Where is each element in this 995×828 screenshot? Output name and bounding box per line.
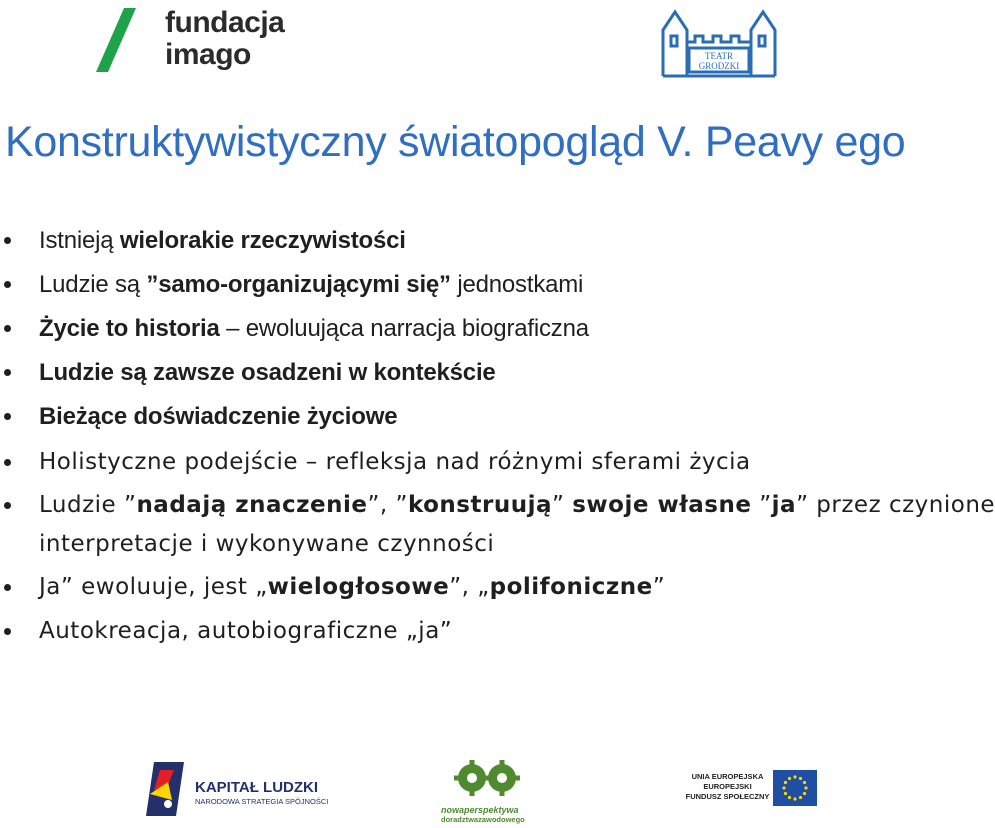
bullet-part: ”, „: [449, 574, 490, 600]
bullet-part: Autokreacja, autobiograficzne „ja”: [39, 618, 453, 644]
bullet-part: ”: [552, 492, 573, 518]
bullet-text: [39, 448, 751, 477]
nowa-perspektywa-text: nowaperspektywa: [441, 805, 519, 815]
bullet-dot: [4, 413, 11, 420]
eu-text: [680, 772, 775, 802]
eu-star: [803, 781, 806, 784]
bullet-part: Istnieją: [39, 227, 120, 254]
bullet-dot: [4, 459, 11, 466]
bullet-bold-part: wielogłosowe: [267, 574, 450, 600]
kapital-ludzki-title: KAPITAŁ LUDZKI: [195, 779, 319, 796]
eu-star: [799, 777, 802, 780]
bullet-bold-part: ”samo-organizującymi się”: [146, 271, 451, 298]
grodzki-word: GRODZKI: [698, 61, 740, 71]
imago-word: imago: [165, 38, 251, 71]
eu-line1: UNIA EUROPEJSKA: [691, 772, 764, 781]
eu-flag-icon: [773, 770, 817, 806]
bullet-text: [39, 226, 406, 255]
bullet-part: – ewoluująca narracja biograficzna: [219, 315, 589, 342]
eu-star: [793, 775, 796, 778]
bullet-part: ”: [652, 574, 666, 600]
eu-line2: EUROPEJSKI: [703, 782, 752, 791]
bullet-part: Ja” ewoluuje, jest „: [39, 574, 268, 600]
eu-star: [784, 792, 787, 795]
bullet-dot: [4, 369, 11, 376]
bullet-bold-part: swoje własne: [572, 492, 752, 518]
bullet-bold-part: wielorakie rzeczywistości: [119, 227, 406, 254]
bullet-text: [39, 314, 589, 343]
bullet-continuation-text: interpretacje i wykonywane czynności: [39, 531, 495, 557]
eu-star: [784, 781, 787, 784]
doradztwa-zawodowego-text: doradztwazawodowego: [441, 815, 525, 824]
bullet-part: jednostkami: [450, 271, 584, 298]
bullet-dot: [4, 584, 11, 591]
teatr-word: TEATR: [705, 51, 733, 61]
bullet-part: ”: [751, 492, 772, 518]
eu-line3: FUNDUSZ SPOŁECZNY: [685, 792, 770, 801]
eu-star: [803, 792, 806, 795]
bullet-dot: [4, 628, 11, 635]
bullet-part: Holistyczne podejście – refleksja nad różnymi sferami życia: [39, 449, 751, 475]
teatr-grodzki-logo: [655, 2, 790, 80]
bullet-text: [39, 270, 583, 299]
eu-star: [782, 786, 785, 789]
bullet-bold-part: nadają znaczenie: [136, 492, 368, 518]
bullet-bold-part: Ludzie są zawsze osadzeni w kontekście: [39, 359, 496, 386]
bullet-part: Ludzie ”: [39, 492, 137, 518]
bullet-part: ”, ”: [367, 492, 408, 518]
kapital-ludzki-subtitle: NARODOWA STRATEGIA SPÓJNOŚCI: [195, 797, 329, 806]
eu-star: [788, 777, 791, 780]
bullet-text: [39, 402, 397, 431]
eu-star: [799, 796, 802, 799]
bullet-part: ” przez czynione: [796, 492, 995, 518]
bullet-dot: [4, 502, 11, 509]
eu-star: [804, 786, 807, 789]
bullet-bold-part: Bieżące doświadczenie życiowe: [39, 403, 398, 430]
bullet-text: [39, 358, 496, 387]
bullet-bold-part: polifoniczne: [489, 574, 653, 600]
eu-star: [788, 796, 791, 799]
eu-star: [793, 797, 796, 800]
bullet-bold-part: Życie to historia: [39, 315, 220, 342]
bullet-text: [39, 617, 452, 646]
bullet-dot: [4, 325, 11, 332]
bullet-bold-part: konstruują: [407, 492, 552, 518]
bullet-bold-part: ja: [771, 492, 797, 518]
fundacja-word: fundacja: [165, 6, 285, 39]
bullet-dot: [4, 281, 11, 288]
fundacja-imago-wordmark: [165, 8, 284, 72]
bullet-text: [39, 573, 665, 602]
slide-title: Konstruktywistyczny światopogląd V. Peavy ego: [5, 118, 906, 166]
bullet-part: Ludzie są: [39, 271, 147, 298]
fundacja-slash-icon: [96, 8, 136, 72]
bullet-text: [39, 491, 995, 520]
bullet-dot: [4, 237, 11, 244]
